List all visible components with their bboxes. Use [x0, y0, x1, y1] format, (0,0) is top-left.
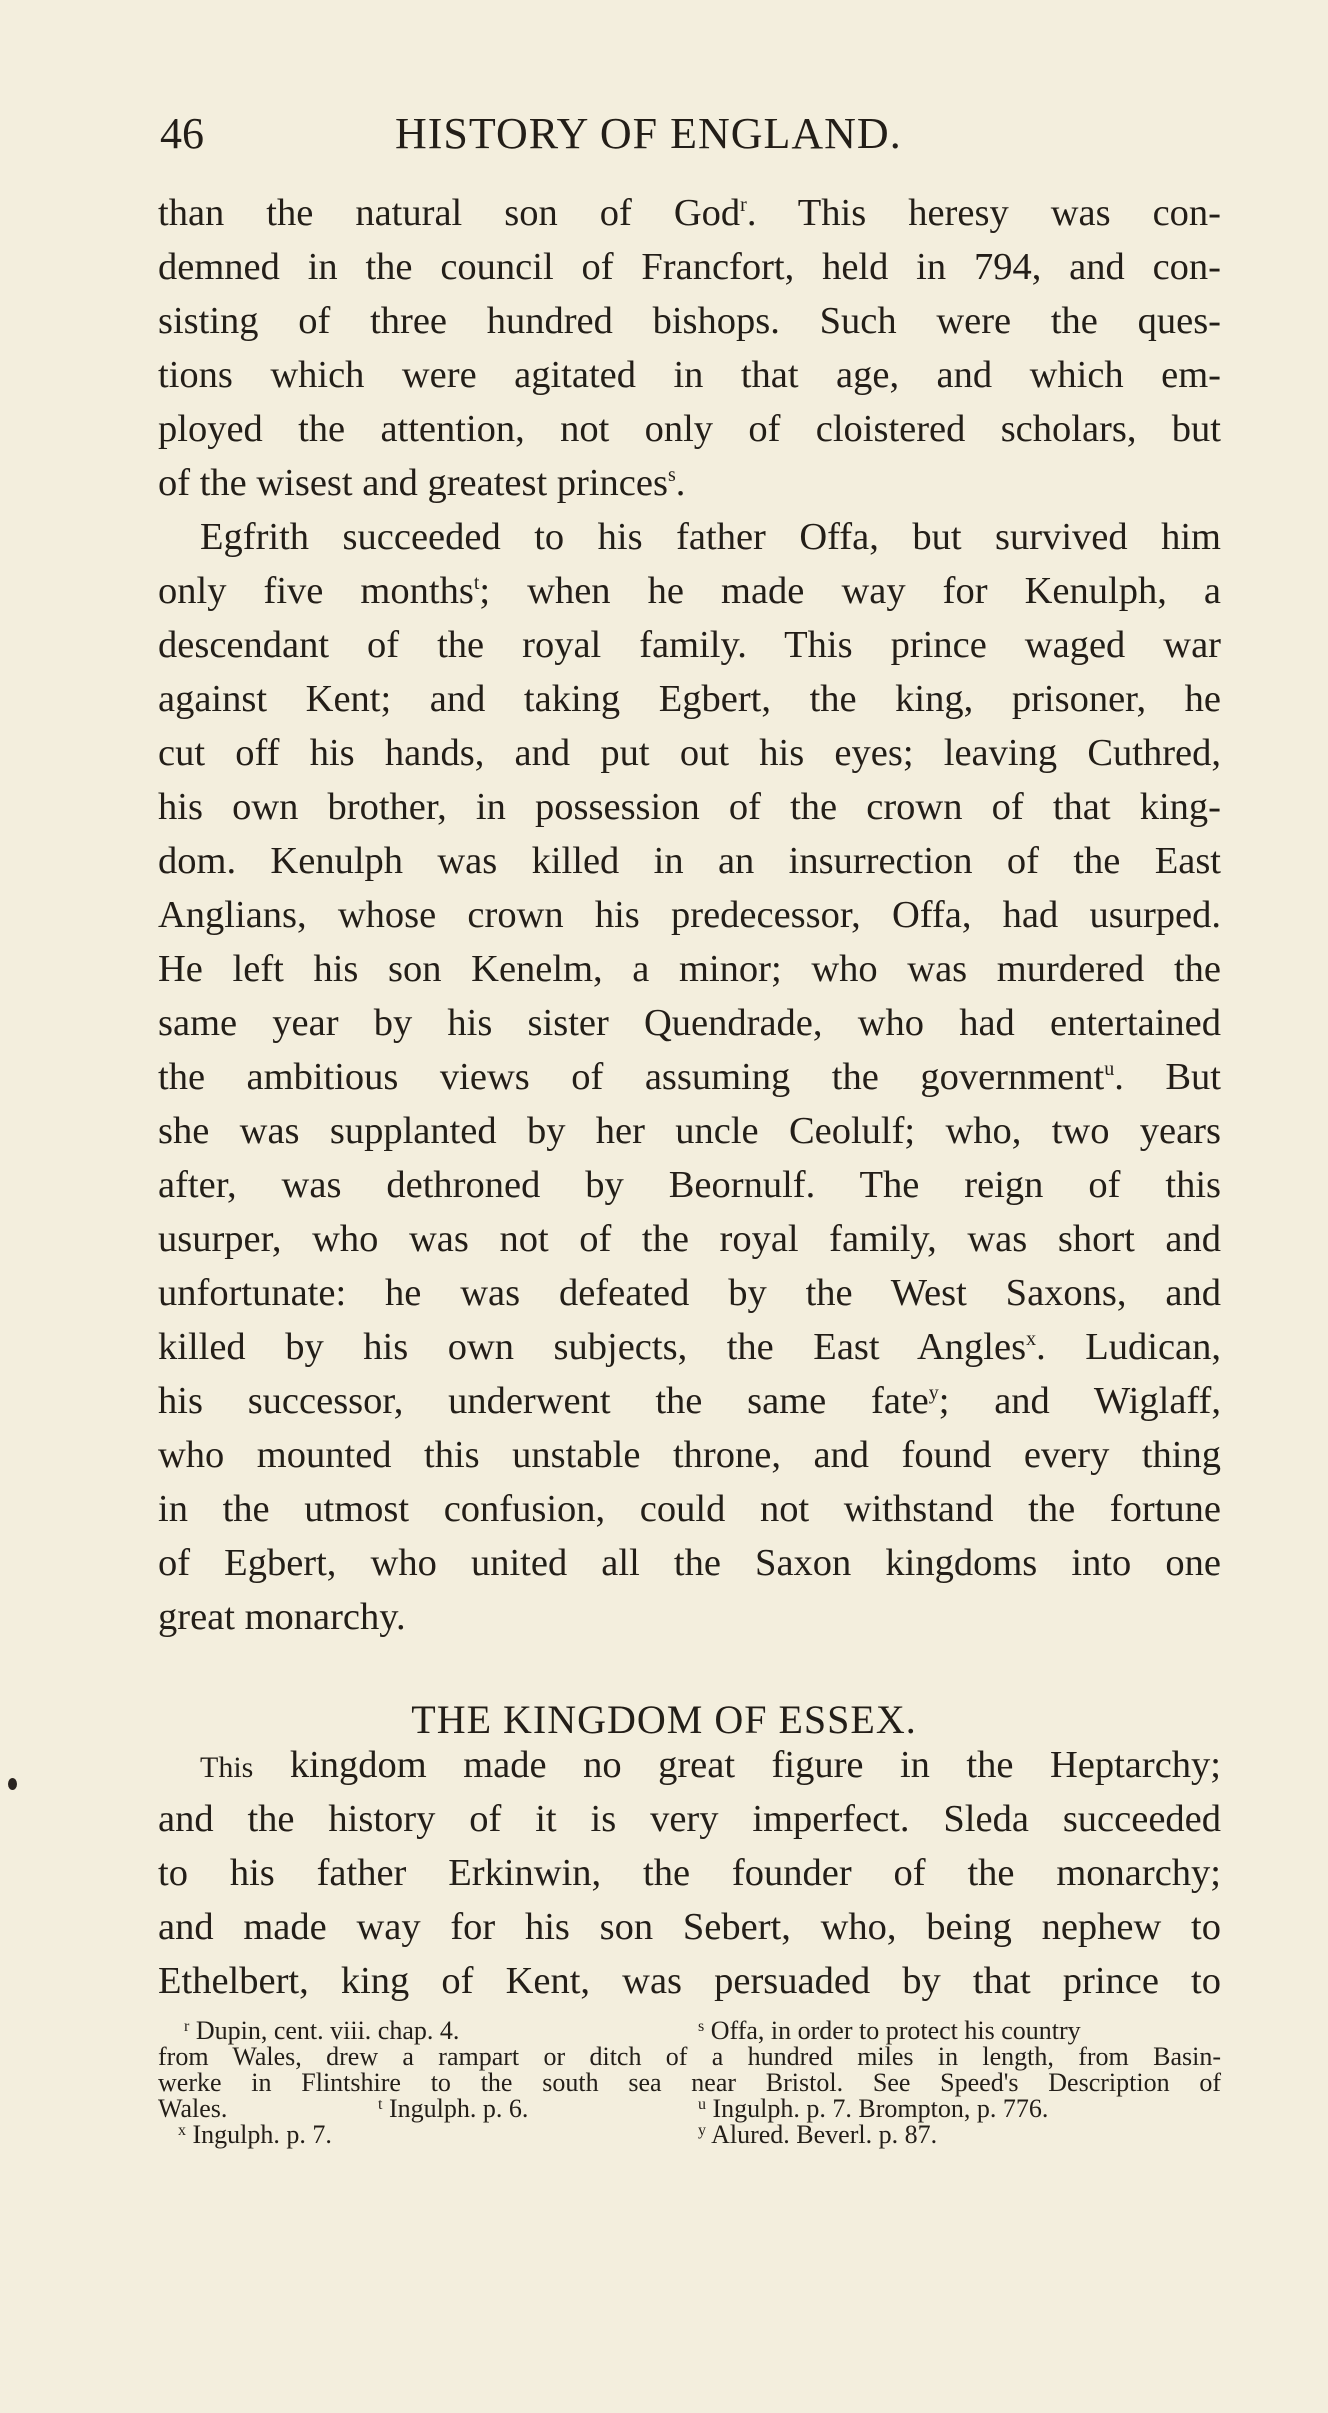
text-line: This kingdom made no great figure in the Heptarchy; — [200, 1744, 1221, 1786]
text-line: killed by his own subjects, the East Angles$^x$. Ludican, — [158, 1326, 1222, 1368]
section-heading: THE KINGDOM OF ESSEX. — [411, 1697, 917, 1742]
text-line: He left his son Kenelm, a minor; who was murdered the — [158, 948, 1221, 990]
text-line: and the history of it is very imperfect. Sleda succeeded — [158, 1798, 1221, 1840]
text-line: same year by his sister Quendrade, who had entertained — [158, 1002, 1221, 1044]
small-caps-word: This — [200, 1751, 254, 1784]
footnote-ref-u: u — [1104, 1058, 1115, 1080]
text-line: she was supplanted by her uncle Ceolulf; who, two years — [158, 1110, 1221, 1152]
text-line: usurper, who was not of the royal family, was short and — [158, 1218, 1221, 1260]
text-line: his own brother, in possession of the crown of that king- — [158, 786, 1221, 828]
text-line: sisting of three hundred bishops. Such were the ques- — [158, 300, 1221, 342]
footnote-line: werke in Flintshire to the south sea near Bristol. See Speed's Description of — [158, 2068, 1221, 2097]
ink-mark — [8, 1778, 17, 1790]
footnote-r: $^r$ Dupin, cent. viii. chap. 4. — [184, 2016, 460, 2045]
footnote-line: Wales. $^t$ Ingulph. p. 6. $^u$ Ingulph. p. 7. Brompton, p. 776. — [158, 2094, 1049, 2123]
text-line: ployed the attention, not only of cloistered scholars, but — [158, 408, 1221, 450]
footnote-ref-y: y — [928, 1382, 939, 1404]
footnote-ref-s: s — [667, 464, 676, 486]
text-line: to his father Erkinwin, the founder of the monarchy; — [158, 1852, 1221, 1894]
text-line: than the natural son of God$^r$. This heresy was con- — [158, 192, 1222, 234]
running-title: HISTORY OF ENGLAND. — [395, 109, 902, 158]
footnote-line — [158, 2018, 1221, 2044]
text-line: Ethelbert, king of Kent, was persuaded by that prince to — [158, 1960, 1221, 2002]
footnote-line: from Wales, drew a rampart or ditch of a hundred miles in length, from Basin- — [158, 2042, 1221, 2071]
footnote-x: $^x$ Ingulph. p. 7. — [178, 2120, 332, 2149]
text-line: dom. Kenulph was killed in an insurrection of the East — [158, 840, 1221, 882]
text-line: and made way for his son Sebert, who, being nephew to — [158, 1906, 1221, 1948]
text-line: Egfrith succeeded to his father Offa, but survived him — [200, 516, 1221, 558]
footnote-ref-x: x — [1026, 1328, 1037, 1350]
text-line: against Kent; and taking Egbert, the king, prisoner, he — [158, 678, 1221, 720]
text-line: of Egbert, who united all the Saxon kingdoms into one — [158, 1542, 1221, 1584]
text-line: of the wisest and greatest princes$^s$. — [158, 462, 686, 504]
text-line: unfortunate: he was defeated by the West Saxons, and — [158, 1272, 1221, 1314]
footnote-ref-t: t — [473, 572, 480, 594]
text-line: great monarchy. — [158, 1596, 406, 1638]
footnote-s: $^s$ Offa, in order to protect his country — [698, 2016, 1081, 2045]
text-line: after, was dethroned by Beornulf. The reign of this — [158, 1164, 1221, 1206]
text-line: his successor, underwent the same fate$^y$; and Wiglaff, — [158, 1380, 1221, 1422]
text-line: who mounted this unstable throne, and found every thing — [158, 1434, 1221, 1476]
text-line: Anglians, whose crown his predecessor, Offa, had usurped. — [158, 894, 1221, 936]
text-line: demned in the council of Francfort, held in 794, and con- — [158, 246, 1221, 288]
footnote-u: $^u$ Ingulph. p. 7. Brompton, p. 776. — [698, 2094, 1049, 2123]
text-line: only five months$^t$; when he made way for Kenulph, a — [158, 570, 1221, 612]
footnote-t: $^t$ Ingulph. p. 6. — [378, 2094, 529, 2123]
text-line: the ambitious views of assuming the government$^u$. But — [158, 1056, 1221, 1098]
footnote-ref-r: r — [740, 194, 747, 216]
text-line: cut off his hands, and put out his eyes; leaving Cuthred, — [158, 732, 1221, 774]
text-line: descendant of the royal family. This prince waged war — [158, 624, 1221, 666]
text-line: tions which were agitated in that age, and which em- — [158, 354, 1221, 396]
page-number: 46 — [160, 109, 204, 158]
running-head — [160, 108, 1220, 168]
text-line: in the utmost confusion, could not withstand the fortune — [158, 1488, 1221, 1530]
footnote-line — [158, 2122, 1221, 2148]
footnote-y: $^y$ Alured. Beverl. p. 87. — [698, 2120, 938, 2149]
